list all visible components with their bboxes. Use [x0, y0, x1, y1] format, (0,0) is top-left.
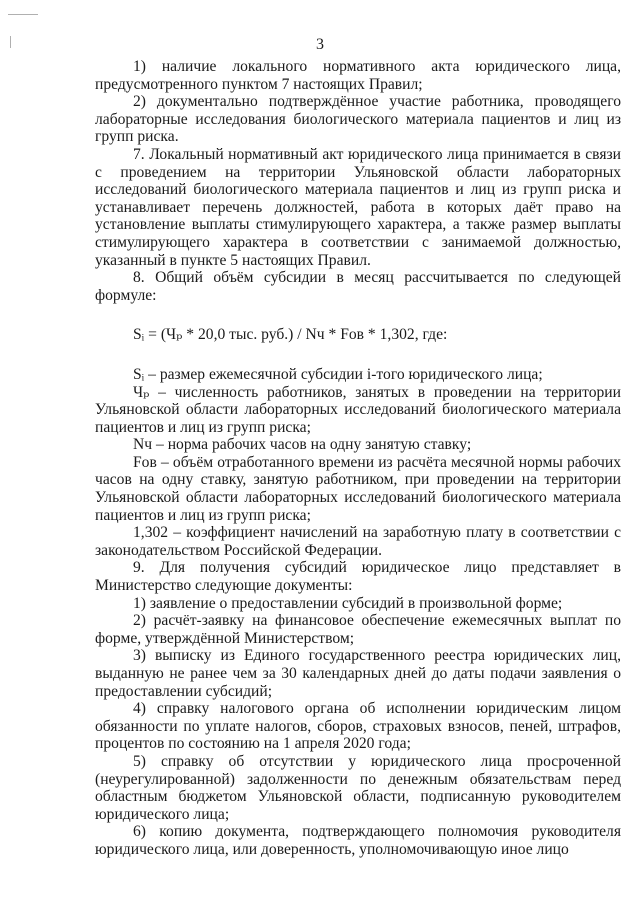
paragraph: 5) справку об отсутствии у юридического лица просроченной (неурегулированной) задолженности по денежным обязательствам перед областным бюджетом Ульяновской области, подписанную руководителем юридического лица; [95, 752, 621, 823]
scan-artifact [8, 14, 38, 15]
document-body [95, 58, 621, 859]
paragraph: 4) справку налогового органа об исполнении юридическим лицом обязанности по уплате налогов, сборов, страховых взносов, пеней, штрафов, процентов по состоянию на 1 апреля 2020 года; [95, 700, 621, 753]
paragraph: 3) выписку из Единого государственного реестра юридических лиц, выданную не ранее чем за 30 календарных дней до даты подачи заявления о предоставлении субсидий; [95, 647, 621, 700]
paragraph: 9. Для получения субсидий юридическое лицо представляет в Министерство следующие документы: [95, 559, 621, 595]
paragraph: 1) заявление о предоставлении субсидий в произвольной форме; [133, 594, 563, 612]
paragraph: 6) копию документа, подтверждающего полномочия руководителя юридического лица, или доверенность, уполномочивающую иное лицо [95, 823, 621, 858]
paragraph: Чₚ – численность работников, занятых в проведении на территории Ульяновской области лабораторных исследований биологического материала пациентов и лиц из групп риска; [95, 383, 621, 436]
paragraph: Fов – объём отработанного времени из расчёта месячной нормы рабочих часов на одну ставку, занятую работником, при проведении на территории Ульяновской области лабораторных исследований биологического материала пациентов и лиц из групп риска; [95, 453, 621, 524]
paragraph: 7. Локальный нормативный акт юридического лица принимается в связи с проведением на территории Ульяновской области лабораторных исследований биологического материала пациентов и лиц из групп риска и устанавливает перечень должностей, работа в которых даёт право на установление выплаты стимулирующего характера, а также размер выплаты стимулирующего характера в соответствии с занимаемой должностью, указанный в пункте 5 настоящих Правил. [95, 145, 621, 269]
paragraph: 2) документально подтверждённое участие работника, проводящего лабораторные исследования биологического материала пациентов и лиц из групп риска. [95, 93, 621, 146]
paragraph: 1) наличие локального нормативного акта юридического лица, предусмотренного пунктом 7 настоящих Правил; [95, 58, 621, 93]
paragraph: 1,302 – коэффициент начислений на заработную плату в соответствии с законодательством Российской Федерации. [95, 524, 621, 559]
formula: Sᵢ = (Чₚ * 20,0 тыс. руб.) / Nч * Fов * 1,302, где: [133, 326, 448, 344]
page-number: 3 [316, 36, 324, 53]
paragraph: 8. Общий объём субсидии в месяц рассчитывается по следующей формуле: [95, 269, 621, 304]
paragraph: 2) расчёт-заявку на финансовое обеспечение ежемесячных выплат по форме, утверждённой Министерством; [95, 612, 621, 647]
paragraph: Nч – норма рабочих часов на одну занятую ставку; [133, 436, 472, 454]
paragraph: Sᵢ – размер ежемесячной субсидии i-того юридического лица; [133, 365, 543, 383]
